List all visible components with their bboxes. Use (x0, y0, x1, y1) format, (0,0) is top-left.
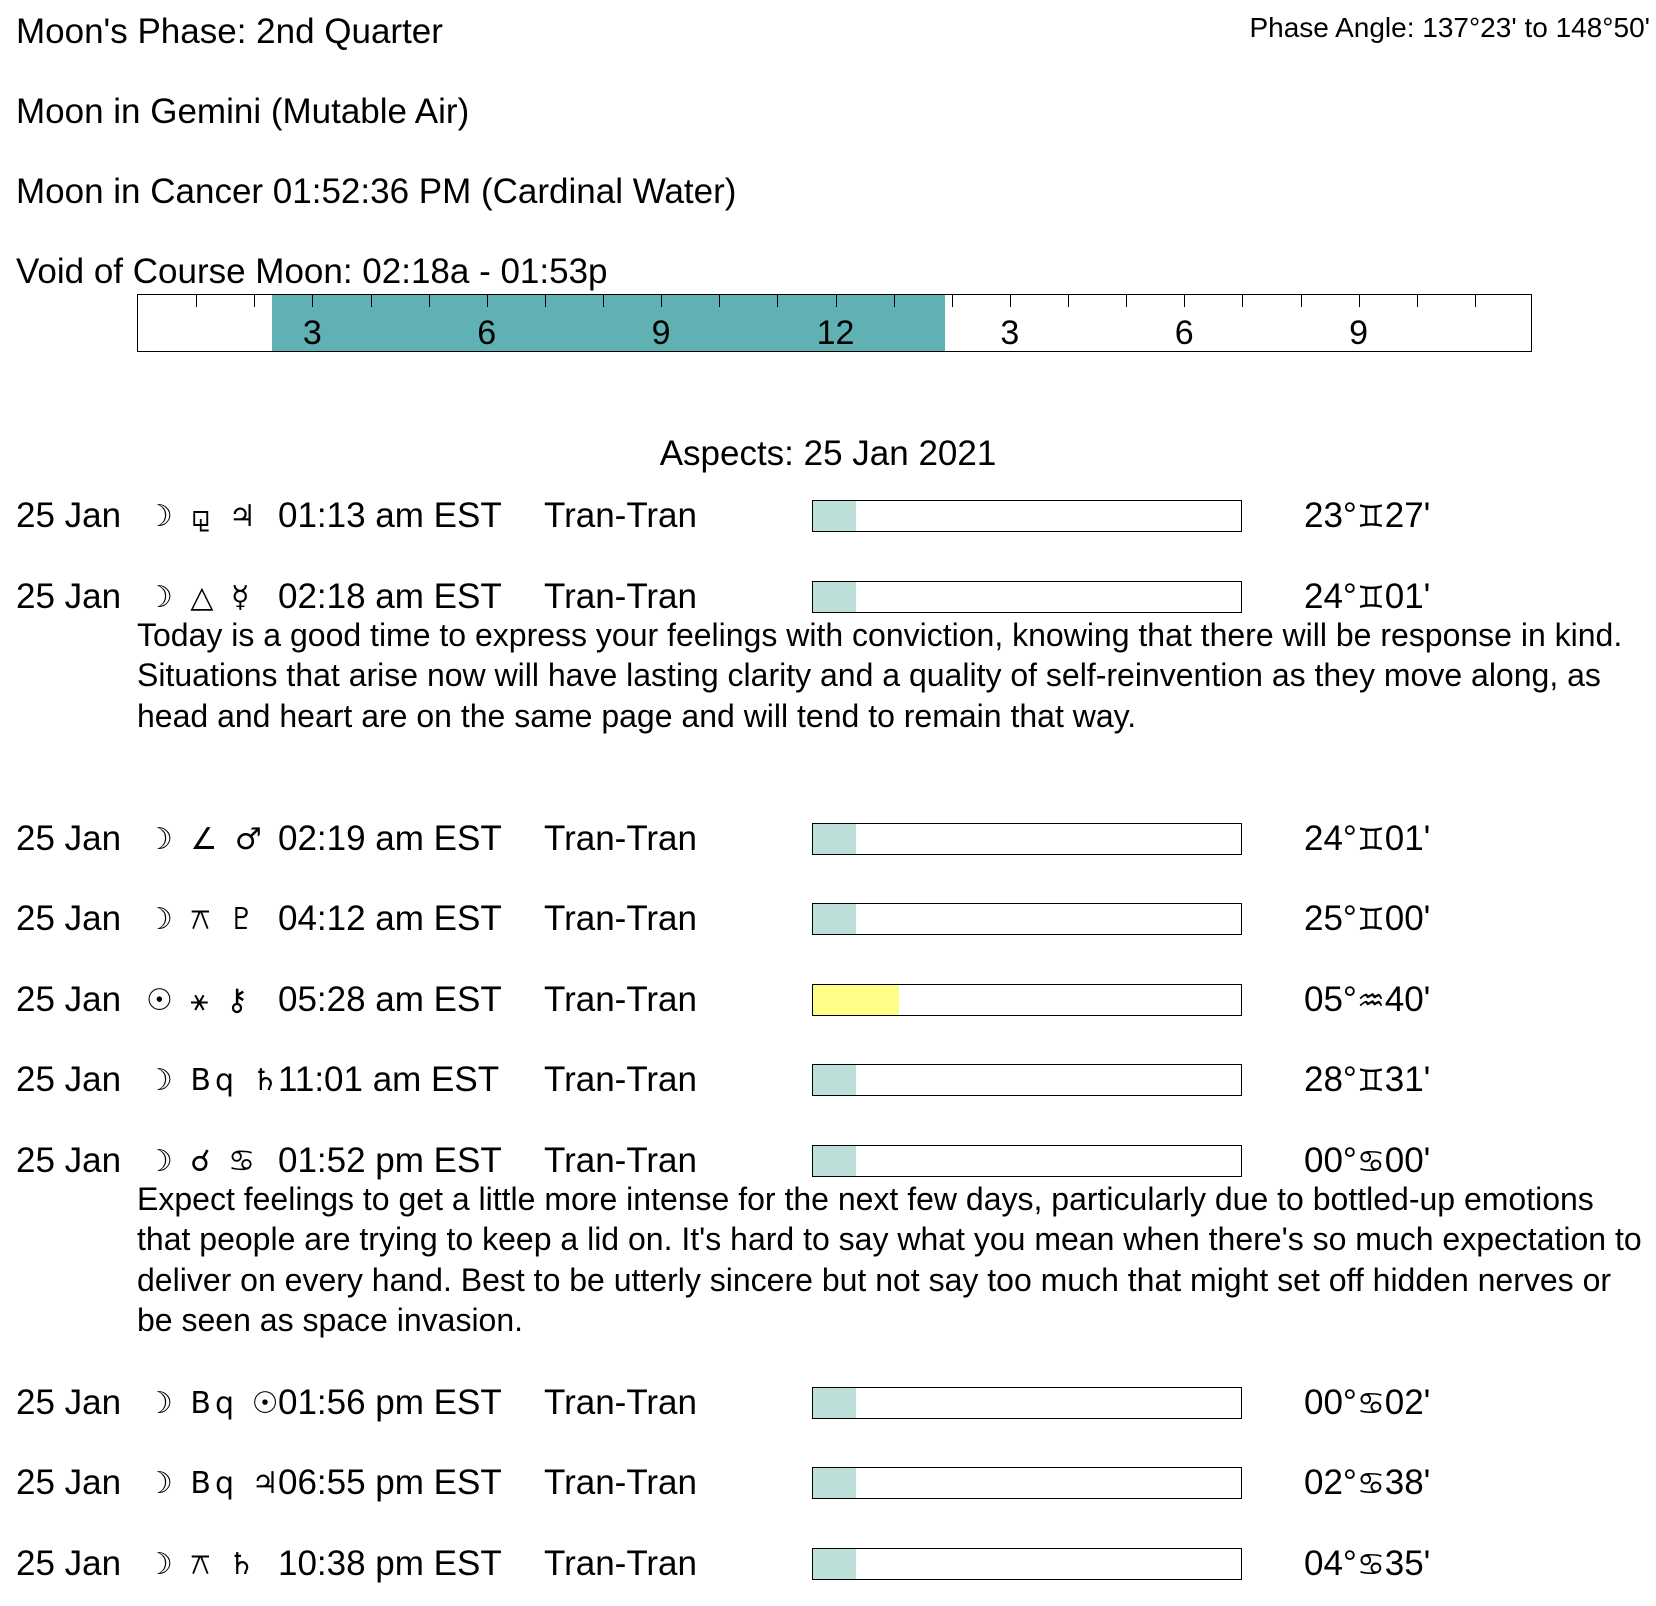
timeline-tick (312, 295, 313, 307)
aspect-row (0, 819, 1656, 863)
timeline-tick (487, 295, 488, 307)
zodiac-sign-icon: ♒ (1356, 982, 1385, 1019)
timeline-tick (254, 295, 255, 307)
aspect-glyphs: ☽ ☌ ♋ (146, 1143, 260, 1179)
timeline-hour-label: 12 (816, 314, 855, 352)
aspect-date: 25 Jan (16, 899, 122, 938)
aspect-kind: Tran-Tran (544, 1060, 697, 1099)
aspect-date: 25 Jan (16, 1382, 122, 1422)
aspect-strength-bar (812, 500, 1242, 532)
aspect-strength-fill (813, 1468, 856, 1498)
aspect-glyphs: ☉ ⚹ ⚷ (146, 982, 252, 1018)
moon-phase-label: Moon's Phase: 2nd Quarter (16, 12, 443, 51)
aspect-glyphs: ☽ ⚻ ♇ (146, 902, 259, 937)
aspect-date: 25 Jan (16, 576, 122, 616)
timeline-tick (196, 295, 197, 307)
aspect-degree: 04°♋35' (1304, 1543, 1431, 1583)
phase-angle-label: Phase Angle: 137°23' to 148°50' (1249, 12, 1650, 43)
timeline-tick (952, 295, 953, 307)
timeline-tick (1242, 295, 1243, 307)
aspect-degree: 23°♊27' (1304, 496, 1431, 535)
timeline-tick (371, 295, 372, 307)
timeline-tick (1301, 295, 1302, 307)
aspect-kind: Tran-Tran (544, 576, 697, 616)
aspect-time: 05:28 am EST (278, 979, 502, 1019)
timeline-tick (894, 295, 895, 307)
aspect-date: 25 Jan (16, 1463, 122, 1502)
zodiac-sign-icon: ♊ (1356, 1063, 1385, 1099)
aspect-strength-bar (812, 581, 1242, 613)
aspect-row (0, 980, 1656, 1024)
timeline-tick (1068, 295, 1069, 307)
aspect-kind: Tran-Tran (544, 1463, 697, 1502)
aspect-kind: Tran-Tran (544, 1543, 697, 1583)
aspect-kind: Tran-Tran (544, 496, 697, 535)
timeline-tick (1359, 295, 1360, 307)
aspect-strength-fill (813, 1146, 856, 1176)
aspect-strength-fill (813, 904, 856, 934)
aspect-strength-bar (812, 1467, 1242, 1499)
timeline-hour-label: 6 (477, 314, 497, 352)
aspect-strength-bar (812, 1387, 1242, 1419)
aspect-interpretation: Today is a good time to express your feelings with conviction, knowing that there will be response in kind. Situations that arise now will have lasting clarity and a quality of self-reinvention as they move along, as head and heart are on the same page and will tend to remain that way. (137, 616, 1623, 734)
moon-sign-label: Moon in Gemini (Mutable Air) (16, 92, 470, 131)
aspect-kind: Tran-Tran (544, 818, 697, 858)
void-of-course-label: Void of Course Moon: 02:18a - 01:53p (16, 252, 608, 291)
aspect-kind: Tran-Tran (544, 1140, 697, 1180)
timeline-hour-label: 3 (1000, 314, 1020, 352)
void-of-course-timeline (137, 294, 1532, 352)
timeline-tick (777, 295, 778, 307)
aspect-row (0, 1544, 1656, 1588)
aspect-time: 01:52 pm EST (278, 1140, 502, 1180)
aspect-date: 25 Jan (16, 1543, 122, 1583)
aspect-date: 25 Jan (16, 1140, 122, 1180)
timeline-tick (429, 295, 430, 307)
aspect-strength-fill (813, 985, 899, 1015)
aspect-degree: 02°♋38' (1304, 1463, 1431, 1502)
aspect-row (0, 1383, 1656, 1427)
aspect-strength-bar (812, 1145, 1242, 1177)
aspect-date: 25 Jan (16, 818, 122, 858)
timeline-tick (836, 295, 837, 307)
zodiac-sign-icon: ♊ (1356, 579, 1385, 616)
aspect-strength-bar (812, 823, 1242, 855)
zodiac-sign-icon: ♋ (1356, 1546, 1385, 1583)
aspect-time: 10:38 pm EST (278, 1543, 502, 1583)
aspect-date: 25 Jan (16, 1060, 122, 1099)
aspect-time: 01:13 am EST (278, 496, 502, 535)
aspect-degree: 25°♊00' (1304, 899, 1431, 938)
aspect-glyphs: ☽ △ ☿ (146, 579, 254, 615)
zodiac-sign-icon: ♋ (1356, 1143, 1385, 1180)
aspect-time: 06:55 pm EST (278, 1463, 502, 1502)
aspect-time: 01:56 pm EST (278, 1382, 502, 1422)
timeline-tick (1126, 295, 1127, 307)
aspect-time: 11:01 am EST (278, 1060, 500, 1099)
aspect-degree: 28°♊31' (1304, 1060, 1431, 1099)
aspect-degree: 05°♒40' (1304, 979, 1431, 1019)
timeline-tick (1010, 295, 1011, 307)
zodiac-sign-icon: ♊ (1356, 499, 1385, 535)
aspect-row (0, 1060, 1656, 1104)
timeline-hour-label: 6 (1174, 314, 1194, 352)
aspect-date: 25 Jan (16, 979, 122, 1019)
aspect-strength-fill (813, 1065, 856, 1095)
aspect-kind: Tran-Tran (544, 1382, 697, 1422)
aspect-strength-bar (812, 984, 1242, 1016)
aspect-date: 25 Jan (16, 496, 122, 535)
aspect-strength-fill (813, 1388, 856, 1418)
aspect-glyphs: ☽ Bq ☉ (146, 1385, 283, 1421)
aspect-strength-bar (812, 1548, 1242, 1580)
zodiac-sign-icon: ♋ (1356, 1466, 1385, 1502)
aspect-kind: Tran-Tran (544, 979, 697, 1019)
aspect-degree: 24°♊01' (1304, 818, 1431, 858)
timeline-tick (545, 295, 546, 307)
zodiac-sign-icon: ♊ (1356, 902, 1385, 938)
aspect-glyphs: ☽ Bq ♃ (146, 1466, 283, 1501)
aspect-row (0, 1463, 1656, 1507)
timeline-tick (661, 295, 662, 307)
aspect-time: 02:18 am EST (278, 576, 502, 616)
timeline-tick (719, 295, 720, 307)
aspect-time: 04:12 am EST (278, 899, 502, 938)
aspect-glyphs: ☽ ⚻ ♄ (146, 1546, 259, 1582)
aspect-degree: 00°♋00' (1304, 1140, 1431, 1180)
aspect-degree: 00°♋02' (1304, 1382, 1431, 1422)
aspect-strength-bar (812, 903, 1242, 935)
aspect-glyphs: ☽ ∠ ♂ (146, 821, 266, 857)
aspect-glyphs: ☽ ⚼ ♃ (146, 499, 260, 534)
aspect-strength-fill (813, 582, 856, 612)
aspect-interpretation: Expect feelings to get a little more intense for the next few days, particularly due to bottled-up emotions that people are trying to keep a lid on. It's hard to say what you mean when there's so much expectation to deliver on every hand. Best to be utterly sincere but not say too much that might set off hidden nerves or be seen as space invasion. (137, 1180, 1642, 1338)
timeline-hour-label: 9 (1349, 314, 1369, 352)
aspect-strength-fill (813, 824, 856, 854)
timeline-hour-label: 9 (651, 314, 671, 352)
zodiac-sign-icon: ♊ (1356, 821, 1385, 858)
aspect-glyphs: ☽ Bq ♄ (146, 1063, 283, 1098)
timeline-hour-label: 3 (302, 314, 322, 352)
aspect-kind: Tran-Tran (544, 899, 697, 938)
moon-ingress-label: Moon in Cancer 01:52:36 PM (Cardinal Water) (16, 172, 737, 211)
aspects-title: Aspects: 25 Jan 2021 (659, 434, 997, 473)
timeline-tick (1475, 295, 1476, 307)
timeline-tick (1417, 295, 1418, 307)
aspect-strength-bar (812, 1064, 1242, 1096)
aspect-row (0, 899, 1656, 943)
aspect-time: 02:19 am EST (278, 818, 502, 858)
timeline-tick (1184, 295, 1185, 307)
aspect-row (0, 496, 1656, 540)
timeline-tick (603, 295, 604, 307)
aspect-strength-fill (813, 1549, 856, 1579)
aspect-degree: 24°♊01' (1304, 576, 1431, 616)
aspect-strength-fill (813, 501, 856, 531)
zodiac-sign-icon: ♋ (1356, 1385, 1385, 1422)
